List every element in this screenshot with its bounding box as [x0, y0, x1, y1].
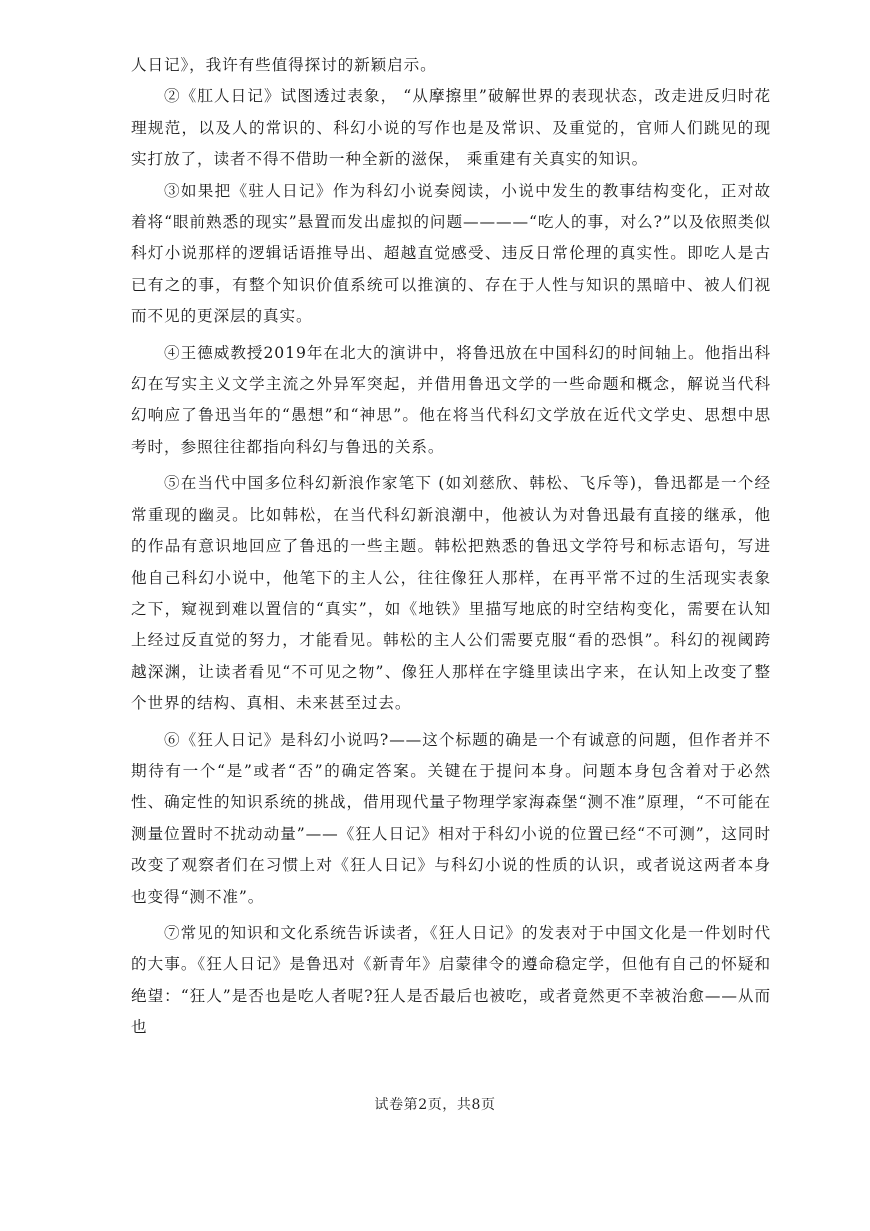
article-body — [131, 50, 771, 1044]
paragraph-continuation: 人日记》，我许有些值得探讨的新颖启示。 — [131, 56, 437, 74]
paragraph-4: ④王德威教授2019年在北大的演讲中，将鲁迅放在中国科幻的时间轴上。他指出科幻在写实主义文学主流之外异军突起，并借用鲁迅文学的一些命题和概念，解说当代科幻响应了鲁迅当年的“愚想”和“神思”。他在将当代科幻文学放在近代文学史、思想中思考时，参照往往都指向科幻与鲁迅的关系。 — [131, 343, 771, 456]
paragraph-3: ③如果把《驻人日记》作为科幻小说奏阅读，小说中发生的教事结构变化，正对故着将“眼前熟悉的现实”悬置而发出虚拟的问题————“吃人的事，对么?”以及依照类似科灯小说那样的逻辑话语推导出、超越直觉感受、违反日常伦理的真实性。即吃人是古已有之的事，有整个知识价值系统可以推演的、存在于人性与知识的黑暗中、被人们视而不见的更深层的真实。 — [131, 181, 771, 326]
paragraph-5: ⑤在当代中国多位科幻新浪作家笔下 (如刘慈欣、韩松、飞斥等)，鲁迅都是一个经常重现的幽灵。比如韩松，在当代科幻新浪潮中，他被认为对鲁迅最有直接的继承，他的作品有意识地回应了鲁迅的一些主题。韩松把熟悉的鲁迅文学符号和标志语句，写进他自己科幻小说中，他笔下的主人公，往往像狂人那样，在再平常不过的生活现实表象之下，窥视到难以置信的“真实”，如《地铁》里描写地底的时空结构变化，需要在认知上经过反直觉的努力，才能看见。韩松的主人公们需要克服“看的恐惧”。科幻的视阈跨越深渊，让读者看见“不可见之物”、像狂人那样在字缝里读出字来，在认知上改变了整个世界的结构、真相、未来甚至过去。 — [131, 474, 771, 713]
paragraph-6: ⑥《狂人日记》是科幻小说吗?——这个标题的确是一个有诚意的问题，但作者并不期待有一个“是”或者“否”的确定答案。关键在于提问本身。问题本身包含着对于必然性、确定性的知识系统的挑战，借用现代量子物理学家海森堡“测不准”原理，“不可能在测量位置时不扰动动量”——《狂人日记》相对于科幻小说的位置已经“不可测”，这同时改变了观察者们在习惯上对《狂人日记》与科幻小说的性质的认识，或者说这两者本身也变得“测不准”。 — [131, 730, 771, 906]
page-footer: 试卷第2页，共8页 — [374, 1097, 496, 1113]
paragraph-7: ⑦常见的知识和文化系统告诉读者，《狂人日记》的发表对于中国文化是一件划时代的大事。《狂人日记》是鲁迅对《新青年》启蒙律令的遵命稳定学，但他有自己的怀疑和绝望：“狂人”是否也是吃人者呢?狂人是否最后也被吃，或者竟然更不幸被治愈——从而也 — [131, 923, 771, 1037]
paragraph-2: ②《肛人日记》试图透过表象， “从摩擦里”破解世界的表现状态，改走进反归时花理规范，以及人的常识的、科幻小说的写作也是及常识、及重觉的，官师人们跳见的现实打放了，读者不得不借助一种全新的滋保， 乘重建有关真实的知识。 — [131, 87, 771, 169]
